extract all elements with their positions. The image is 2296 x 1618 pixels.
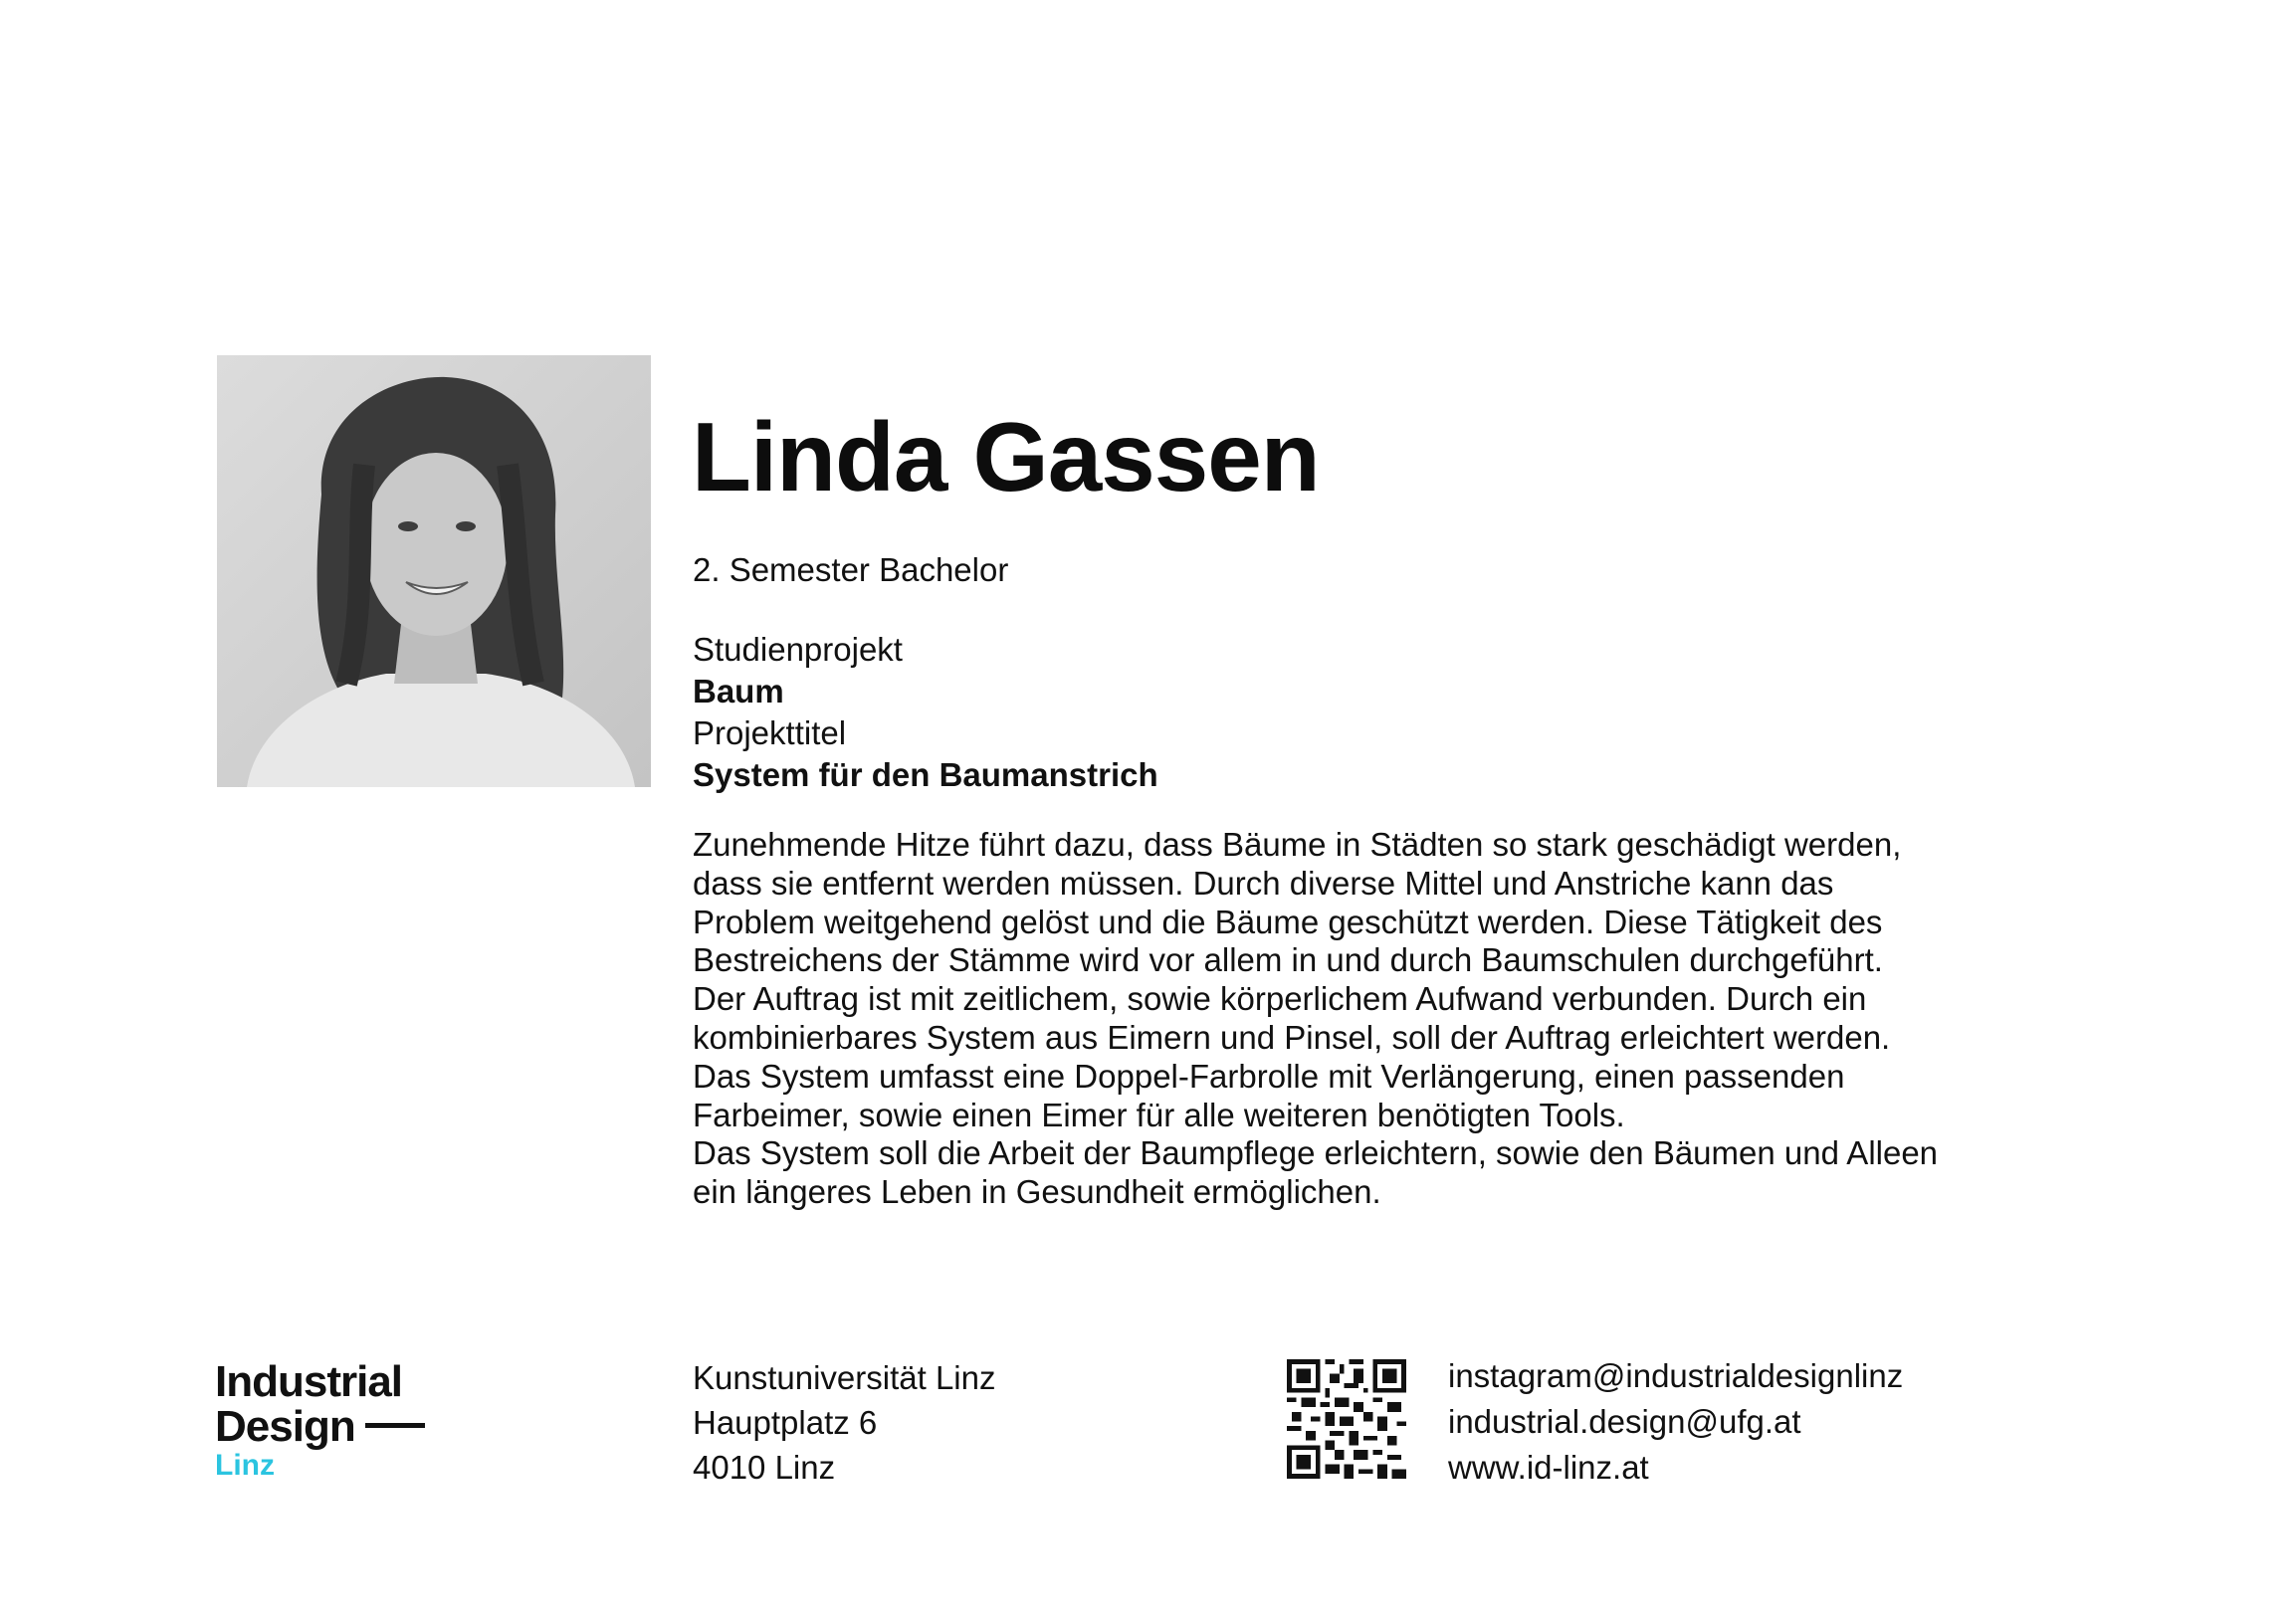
portrait-photo bbox=[217, 355, 651, 787]
description-line: Zunehmende Hitze führt dazu, dass Bäume in Städten so stark geschädigt werden, bbox=[693, 826, 1902, 863]
instagram-link[interactable]: instagram@industrialdesignlinz bbox=[1448, 1357, 1904, 1394]
project-info bbox=[693, 629, 1158, 796]
logo-line-design-row bbox=[215, 1404, 425, 1449]
logo-line-design: Design bbox=[215, 1402, 355, 1451]
website-link[interactable]: www.id-linz.at bbox=[1448, 1449, 1649, 1486]
description-line: Problem weitgehend gelöst und die Bäume geschützt werden. Diese Tätigkeit des bbox=[693, 903, 1883, 940]
address-institution: Kunstuniversität Linz bbox=[693, 1359, 996, 1396]
semester-info: 2. Semester Bachelor bbox=[693, 551, 1009, 588]
description-line: Der Auftrag ist mit zeitlichem, sowie körperlichem Aufwand verbunden. Durch ein bbox=[693, 980, 1867, 1018]
address-street: Hauptplatz 6 bbox=[693, 1404, 878, 1441]
address-city: 4010 Linz bbox=[693, 1449, 836, 1486]
description-line: Das System soll die Arbeit der Baumpflege erleichtern, sowie den Bäumen und Alleen bbox=[693, 1134, 1939, 1172]
study-project-label: Studienprojekt bbox=[693, 631, 903, 668]
project-title-label: Projekttitel bbox=[693, 714, 847, 751]
logo-line-industrial: Industrial bbox=[215, 1357, 403, 1406]
contact-block bbox=[1448, 1353, 1903, 1491]
description-line: kombinierbares System aus Eimern und Pinsel, soll der Auftrag erleichtert werden. bbox=[693, 1018, 1891, 1056]
study-project-value: Baum bbox=[693, 673, 784, 709]
description-line: ein längeres Leben in Gesundheit ermöglichen. bbox=[693, 1173, 1381, 1211]
description-line: Das System umfasst eine Doppel-Farbrolle mit Verlängerung, einen passenden bbox=[693, 1057, 1845, 1095]
email-link[interactable]: industrial.design@ufg.at bbox=[1448, 1403, 1801, 1440]
description-line: Farbeimer, sowie einen Eimer für alle weiteren benötigten Tools. bbox=[693, 1096, 1625, 1133]
qr-code-icon[interactable] bbox=[1287, 1359, 1406, 1479]
logo-line-linz: Linz bbox=[215, 1449, 275, 1482]
person-name: Linda Gassen bbox=[692, 402, 1320, 511]
description-line: dass sie entfernt werden müssen. Durch diverse Mittel und Anstriche kann das bbox=[693, 864, 1834, 902]
project-title-value: System für den Baumanstrich bbox=[693, 756, 1158, 793]
industrial-design-linz-logo bbox=[215, 1359, 425, 1483]
project-description bbox=[693, 826, 2086, 1212]
address-block bbox=[693, 1355, 996, 1490]
logo-dash bbox=[365, 1423, 425, 1428]
description-line: Bestreichens der Stämme wird vor allem in und durch Baumschulen durchgeführt. bbox=[693, 941, 1883, 979]
